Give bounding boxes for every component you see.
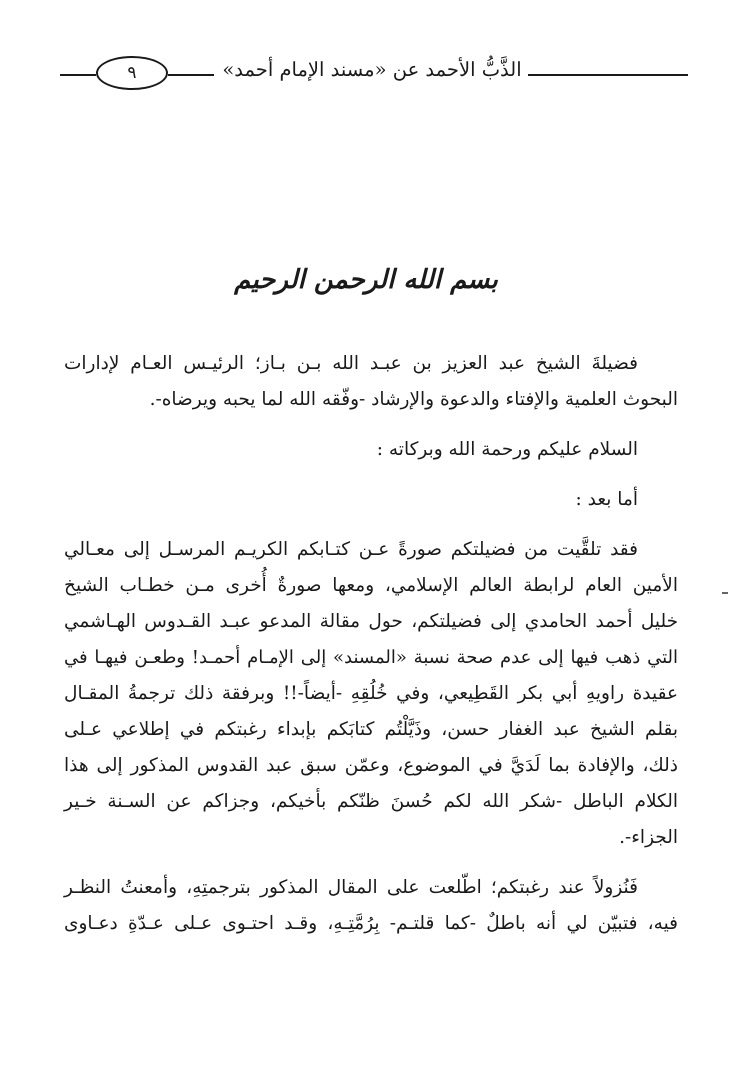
text-line: فَنُزولاً عند رغبتكم؛ اطّلعت على المقال المذكور بترجمتِهِ، وأمعنتُ النظـر	[64, 877, 638, 898]
text-line: فقد تلقَّيت من فضيلتكم صورةً عـن كتـابكم الكريـم المرسـل إلى معـالي	[64, 539, 638, 560]
basmala-calligraphy	[234, 246, 498, 314]
paragraph-salutation	[64, 346, 678, 418]
basmala-text: بسم الله الرحمن الرحيم	[234, 265, 498, 295]
text-line: التي ذهب فيها إلى عدم صحة نسبة «المسند» إلى الإمـام أحمـد! وطعـن فيهـا في	[64, 647, 678, 668]
page-number-oval	[96, 56, 168, 90]
text-line: الأمين العام لرابطة العالم الإسلامي، ومعها صورةٌ أُخرى مـن خطـاب الشيخ	[64, 575, 678, 596]
header-rule-middle	[168, 74, 214, 76]
header-rule-left	[60, 74, 96, 76]
text-line: البحوث العلمية والإفتاء والدعوة والإرشاد -وفّقه الله لما يحبه ويرضاه-.	[149, 389, 678, 410]
text-line: السلام عليكم ورحمة الله وبركاته :	[376, 439, 638, 460]
page-header	[60, 52, 688, 92]
paragraph-response	[64, 870, 678, 942]
text-line: الجزاء-.	[619, 827, 678, 848]
page-number: ٩	[127, 62, 137, 83]
text-line: أما بعد :	[575, 489, 638, 510]
running-title: الذَّبُّ الأحمد عن «مسند الإمام أحمد»	[222, 58, 522, 81]
text-line: فضيلةَ الشيخ عبد العزيز بن عبـد الله بـن بـاز؛ الرئيـس العـام لإدارات	[64, 353, 638, 374]
paragraph-greeting	[64, 432, 678, 468]
margin-mark	[722, 592, 728, 594]
text-line: عقيدة راويهِ أبي بكر القَطِيعي، وفي خُلُقِهِ -أيضاً-!! وبرفقة ذلك ترجمةُ المقـال	[64, 683, 678, 704]
text-line: ذلك، والإفادة بما لَدَيَّ في الموضوع، وعمّن سبق عبد القدوس المذكور إلى هذا	[64, 755, 678, 776]
text-line: خليل أحمد الحامدي إلى فضيلتكم، حول مقالة المدعو عبـد القـدوس الهـاشمي	[64, 611, 678, 632]
paragraph-main	[64, 532, 678, 856]
header-rule-right	[528, 74, 688, 76]
page-body	[64, 346, 678, 942]
text-line: فيه، فتبيّن لي أنه باطلٌ -كما قلتـم- بِرُمَّتِـهِ، وقـد احتـوى عـلى عـدّةِ دعـاوى	[64, 913, 678, 934]
text-line: بقلم الشيخ عبد الغفار حسن، وذَيَّلْتُم كتابَكم بإبداء رغبتكم في إطلاعي عـلى	[64, 719, 678, 740]
paragraph-amma-baad	[64, 482, 678, 518]
text-line: الكلام الباطل -شكر الله لكم حُسنَ ظنّكم بأخيكم، وجزاكم عن السـنة خـير	[64, 791, 678, 812]
